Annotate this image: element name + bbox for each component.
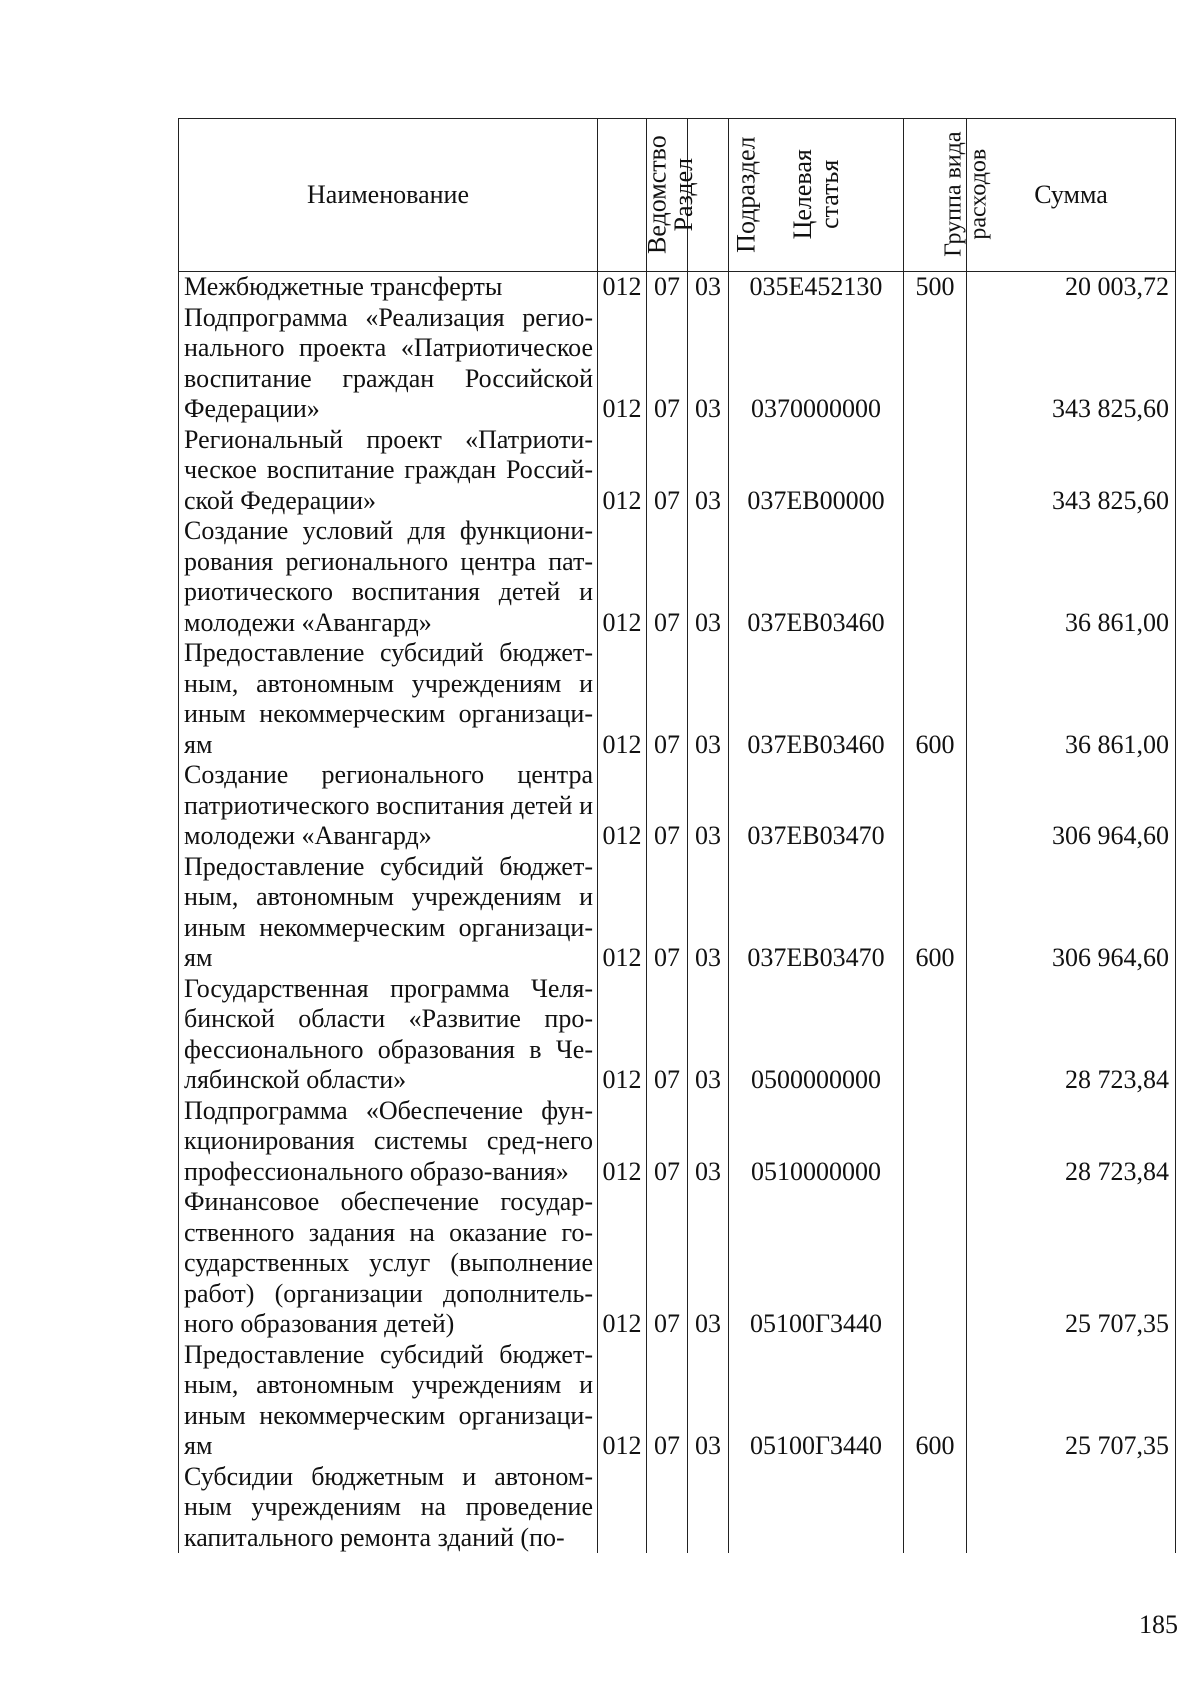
row-celevaya-cell: 05100Г3440 (729, 1340, 904, 1462)
header-gruppa-vida-rashodov (904, 119, 992, 272)
table-row (179, 1096, 1176, 1188)
row-razdel-cell: 07 (647, 516, 688, 638)
header-celevaya-line1: Целевая (787, 149, 817, 240)
row-summa-cell: 28 723,84 (967, 1096, 1176, 1188)
row-name-cell: Межбюджетные трансферты (179, 272, 598, 303)
row-summa-cell: 20 003,72 (967, 272, 1176, 303)
row-razdel-cell: 07 (647, 974, 688, 1096)
budget-table-wrapper (178, 118, 1175, 1553)
row-gruppa-cell (904, 425, 967, 517)
row-razdel-cell: 07 (647, 303, 688, 425)
row-celevaya-cell: 05100Г3440 (729, 1187, 904, 1340)
row-razdel-cell: 07 (647, 1187, 688, 1340)
row-celevaya-cell: 0510000000 (729, 1096, 904, 1188)
row-razdel-cell: 07 (647, 1340, 688, 1462)
row-podrazdel-cell (688, 1462, 729, 1554)
row-name-cell: Предоставление субсидий бюджет-ным, автономным учреждениям и иным некоммерческим организаци-ям (179, 852, 598, 974)
table-row (179, 1462, 1176, 1554)
table-row (179, 272, 1176, 303)
row-name-cell: Финансовое обеспечение государ-ственного задания на оказание го-сударственных услуг (выполнение работ) (организации дополнитель-ного образования детей) (179, 1187, 598, 1340)
table-header-row (179, 119, 1176, 272)
row-celevaya-cell: 037ЕВ00000 (729, 425, 904, 517)
row-podrazdel-cell: 03 (688, 974, 729, 1096)
header-vedomstvo: Ведомство (598, 119, 647, 272)
table-row (179, 516, 1176, 638)
row-podrazdel-cell: 03 (688, 638, 729, 760)
row-celevaya-cell (729, 1462, 904, 1554)
row-razdel-cell: 07 (647, 760, 688, 852)
row-name-cell: Субсидии бюджетным и автоном-ным учреждениям на проведение капитального ремонта зданий (по- (179, 1462, 598, 1554)
row-summa-cell: 36 861,00 (967, 638, 1176, 760)
row-summa-cell: 306 964,60 (967, 852, 1176, 974)
row-vedomstvo-cell: 012 (598, 1096, 647, 1188)
header-razdel: Раздел (647, 119, 688, 272)
row-celevaya-cell: 035E452130 (729, 272, 904, 303)
row-gruppa-cell (904, 516, 967, 638)
row-podrazdel-cell: 03 (688, 852, 729, 974)
table-row (179, 1340, 1176, 1462)
row-podrazdel-cell: 03 (688, 425, 729, 517)
row-name-cell: Создание условий для функциони-рования регионального центра пат-риотического воспитания детей и молодежи «Авангард» (179, 516, 598, 638)
row-podrazdel-cell: 03 (688, 303, 729, 425)
row-podrazdel-cell: 03 (688, 516, 729, 638)
header-summa: Сумма (967, 119, 1176, 272)
row-celevaya-cell: 0500000000 (729, 974, 904, 1096)
row-summa-cell: 343 825,60 (967, 303, 1176, 425)
header-gruppa-line2: расходов (965, 149, 992, 241)
row-name-cell: Создание регионального центра патриотического воспитания детей и молодежи «Авангард» (179, 760, 598, 852)
row-podrazdel-cell: 03 (688, 1096, 729, 1188)
table-row (179, 638, 1176, 760)
row-summa-cell: 306 964,60 (967, 760, 1176, 852)
row-vedomstvo-cell: 012 (598, 1187, 647, 1340)
header-name: Наименование (179, 119, 598, 272)
row-podrazdel-cell: 03 (688, 272, 729, 303)
header-podrazdel: Подраздел (688, 119, 729, 272)
row-gruppa-cell (904, 1096, 967, 1188)
row-gruppa-cell: 600 (904, 1340, 967, 1462)
row-summa-cell (967, 1462, 1176, 1554)
row-celevaya-cell: 0370000000 (729, 303, 904, 425)
table-row (179, 303, 1176, 425)
row-razdel-cell: 07 (647, 425, 688, 517)
row-gruppa-cell: 500 (904, 272, 967, 303)
row-podrazdel-cell: 03 (688, 760, 729, 852)
header-gruppa-line1: Группа вида (940, 131, 967, 258)
table-row (179, 760, 1176, 852)
row-vedomstvo-cell: 012 (598, 974, 647, 1096)
row-gruppa-cell (904, 1462, 967, 1554)
row-razdel-cell: 07 (647, 272, 688, 303)
row-gruppa-cell (904, 974, 967, 1096)
row-razdel-cell: 07 (647, 1096, 688, 1188)
row-gruppa-cell (904, 1187, 967, 1340)
row-celevaya-cell: 037ЕВ03460 (729, 516, 904, 638)
row-gruppa-cell: 600 (904, 852, 967, 974)
row-celevaya-cell: 037ЕВ03470 (729, 760, 904, 852)
row-vedomstvo-cell: 012 (598, 638, 647, 760)
row-vedomstvo-cell: 012 (598, 425, 647, 517)
table-body (179, 272, 1176, 1554)
row-gruppa-cell: 600 (904, 638, 967, 760)
row-summa-cell: 25 707,35 (967, 1187, 1176, 1340)
row-celevaya-cell: 037ЕВ03470 (729, 852, 904, 974)
row-summa-cell: 343 825,60 (967, 425, 1176, 517)
row-vedomstvo-cell: 012 (598, 760, 647, 852)
budget-table (178, 118, 1176, 1553)
table-row (179, 1187, 1176, 1340)
table-row (179, 852, 1176, 974)
row-vedomstvo-cell: 012 (598, 272, 647, 303)
row-razdel-cell: 07 (647, 852, 688, 974)
row-vedomstvo-cell: 012 (598, 852, 647, 974)
row-razdel-cell (647, 1462, 688, 1554)
row-summa-cell: 36 861,00 (967, 516, 1176, 638)
row-name-cell: Подпрограмма «Реализация регио-нального проекта «Патриотическое воспитание граждан Российской Федерации» (179, 303, 598, 425)
row-name-cell: Государственная программа Челя-бинской области «Развитие про-фессионального образования в Че-лябинской области» (179, 974, 598, 1096)
row-vedomstvo-cell: 012 (598, 516, 647, 638)
row-vedomstvo-cell (598, 1462, 647, 1554)
row-vedomstvo-cell: 012 (598, 303, 647, 425)
row-name-cell: Подпрограмма «Обеспечение фун-кционирования системы сред-него профессионального образо-вания» (179, 1096, 598, 1188)
row-gruppa-cell (904, 303, 967, 425)
row-name-cell: Предоставление субсидий бюджет-ным, автономным учреждениям и иным некоммерческим организаци-ям (179, 638, 598, 760)
table-row (179, 425, 1176, 517)
row-vedomstvo-cell: 012 (598, 1340, 647, 1462)
row-celevaya-cell: 037ЕВ03460 (729, 638, 904, 760)
row-gruppa-cell (904, 760, 967, 852)
row-name-cell: Предоставление субсидий бюджет-ным, автономным учреждениям и иным некоммерческим организаци-ям (179, 1340, 598, 1462)
row-summa-cell: 28 723,84 (967, 974, 1176, 1096)
table-row (179, 974, 1176, 1096)
header-celevaya-line2: статья (814, 159, 844, 229)
row-podrazdel-cell: 03 (688, 1187, 729, 1340)
row-name-cell: Региональный проект «Патриоти-ческое воспитание граждан Россий-ской Федерации» (179, 425, 598, 517)
row-podrazdel-cell: 03 (688, 1340, 729, 1462)
page-number: 185 (1139, 1610, 1178, 1639)
row-summa-cell: 25 707,35 (967, 1340, 1176, 1462)
row-razdel-cell: 07 (647, 638, 688, 760)
